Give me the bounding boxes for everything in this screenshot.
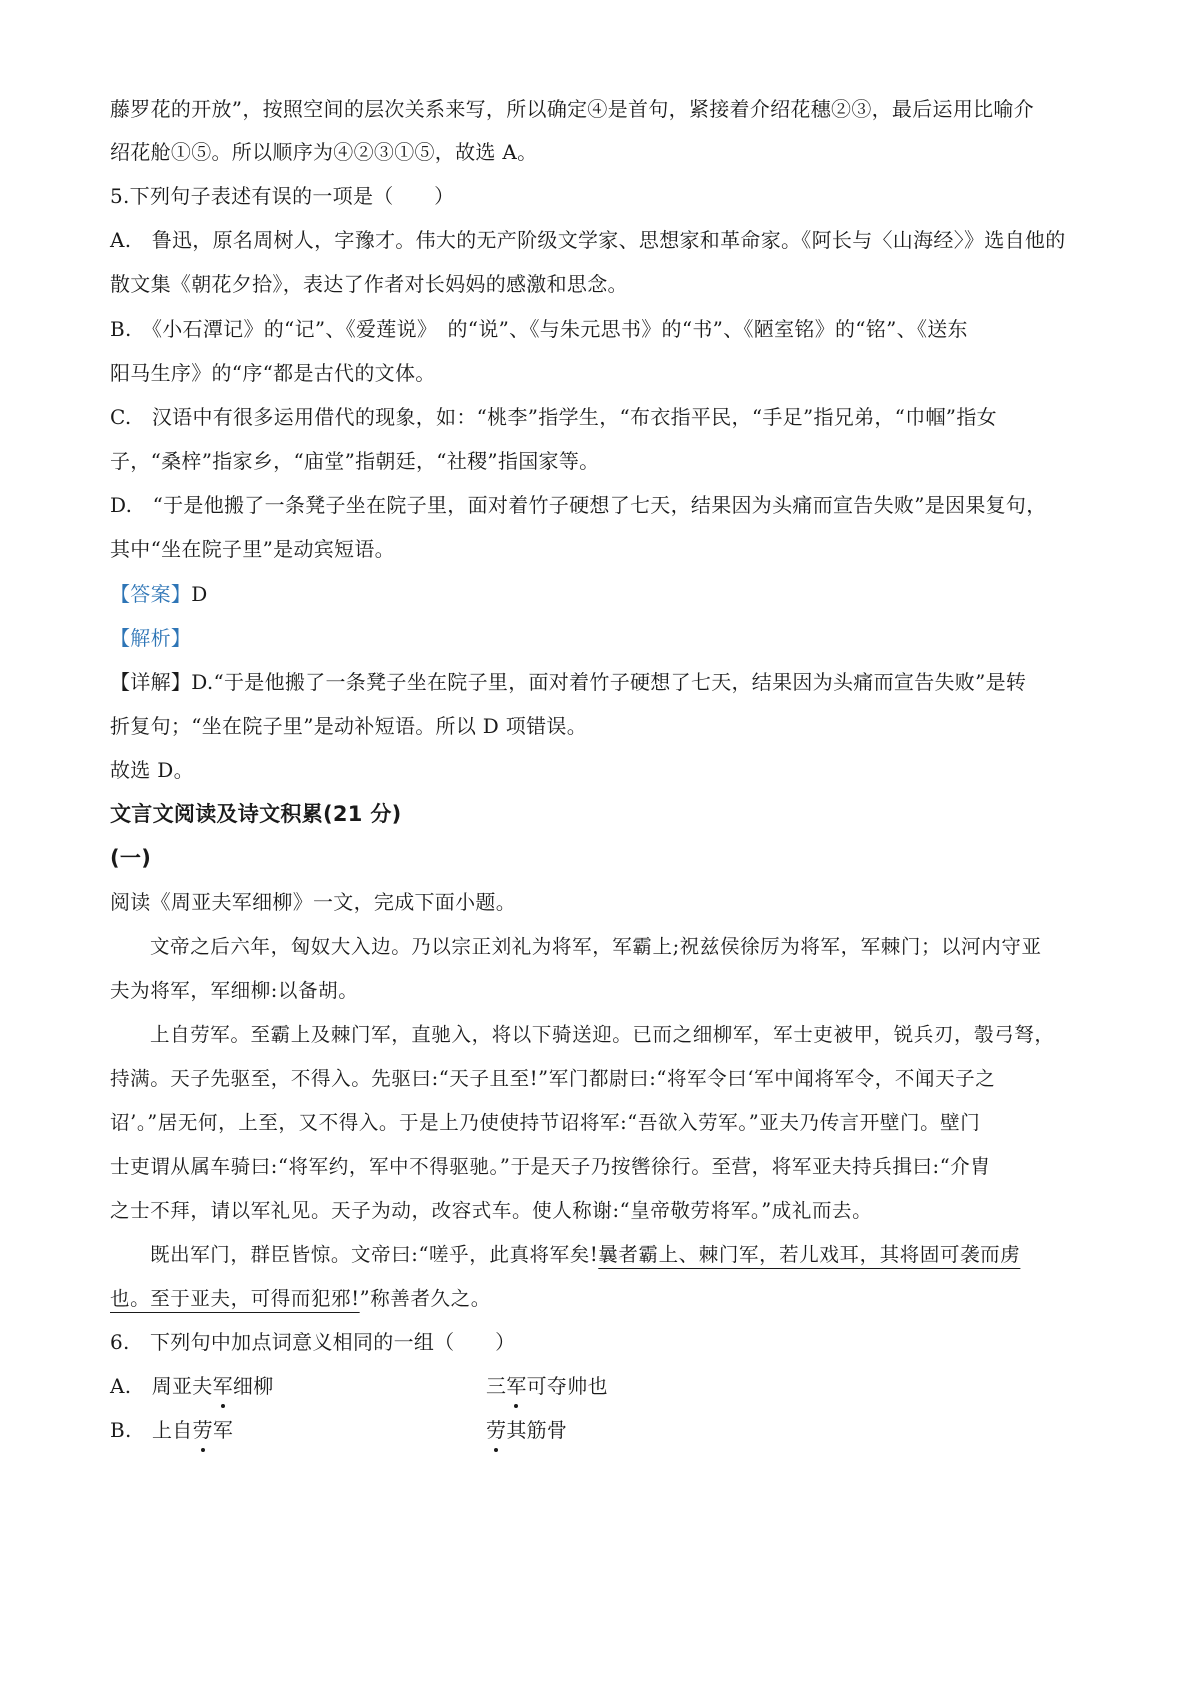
text: 可夺帅也 <box>526 1374 608 1398</box>
passage-line: 之士不拜，请以军礼见。天子为动，改容式车。使人称谢:“皇帝敬劳将军。”成礼而去。 <box>110 1199 873 1222</box>
option-d-line2: 其中“坐在院子里”是动宾短语。 <box>110 537 395 561</box>
option-b-left <box>110 1418 233 1442</box>
passage-line: 诏’。”居无何，上至，又不得入。于是上乃使使持节诏将军:“吾欲入劳军。”亚夫乃传言开壁门。壁门 <box>110 1111 981 1134</box>
reading-instruction: 阅读《周亚夫军细柳》一文，完成下面小题。 <box>110 890 516 914</box>
text: 军 <box>212 1418 234 1442</box>
passage-line: 士吏谓从属车骑曰:“将军约，军中不得驱驰。”于是天子乃按辔徐行。至营，将军亚夫持兵揖曰:“介胄 <box>110 1155 991 1178</box>
option-a-row <box>110 1363 1102 1410</box>
option-a-left <box>110 1374 274 1398</box>
answer-value: D <box>191 582 208 606</box>
answer-line <box>110 571 1102 618</box>
option-c-line2: 子，“桑梓”指家乡，“庙堂”指朝廷，“社稷”指国家等。 <box>110 449 600 473</box>
text: B. 上自 <box>110 1418 193 1442</box>
conclusion-line: 故选 D。 <box>110 758 194 782</box>
detail-line1: 【详解】D.“于是他搬了一条凳子坐在院子里，面对着竹子硬想了七天，结果因为头痛而宣告失败”是转 <box>110 670 1027 694</box>
dotted-char: 劳 <box>486 1407 506 1454</box>
passage-line: 夫为将军，军细柳:以备胡。 <box>110 979 359 1002</box>
question-5-stem: 5.下列句子表述有误的一项是（ ） <box>110 184 455 208</box>
question-6-stem: 6. 下列句中加点词意义相同的一组（ ） <box>110 1330 516 1354</box>
passage-line: 持满。天子先驱至，不得入。先驱曰:“天子且至!”军门都尉曰:“将军令曰‘军中闻将军令，不闻天子之 <box>110 1067 996 1090</box>
option-d-line1: D. “于是他搬了一条凳子坐在院子里，面对着竹子硬想了七天，结果因为头痛而宣告失败”是因果复句， <box>110 493 1047 517</box>
passage-text: 既出军门，群臣皆惊。文帝曰:“嗟乎，此真将军矣! <box>150 1243 599 1266</box>
sub-title: (一) <box>110 846 152 870</box>
option-b-line1: B. 《小石潭记》的“记”、《爱莲说》 的“说”、《与朱元思书》的“书”、《陋室铭》的“铭”、《送东 <box>110 317 968 341</box>
underlined-sentence: 也。至于亚夫，可得而犯邪! <box>110 1287 360 1310</box>
paragraph-line: 绍花舱①⑤。所以顺序为④②③①⑤，故选 A。 <box>110 140 538 164</box>
text: 细柳 <box>232 1374 274 1398</box>
passage-line <box>150 1231 1102 1278</box>
passage-line: 文帝之后六年，匈奴大入边。乃以宗正刘礼为将军，军霸上;祝兹侯徐厉为将军，军棘门；以河内守亚 <box>150 935 1042 958</box>
dotted-char: 军 <box>506 1363 526 1410</box>
option-b-right <box>486 1407 567 1454</box>
analysis-label: 【解析】 <box>110 626 192 650</box>
text: 三 <box>486 1374 507 1398</box>
passage-line: 上自劳军。至霸上及棘门军，直驰入，将以下骑送迎。已而之细柳军，军士吏被甲，锐兵刃，彀弓弩， <box>150 1023 1055 1046</box>
text: 其筋骨 <box>506 1418 568 1442</box>
option-a-right <box>486 1363 608 1410</box>
dotted-char: 劳 <box>193 1407 213 1454</box>
dotted-char: 军 <box>213 1363 233 1410</box>
text: A. 周亚夫 <box>110 1374 213 1398</box>
section-title: 文言文阅读及诗文积累(21 分) <box>110 802 402 826</box>
detail-line2: 折复句；“坐在院子里”是动补短语。所以 D 项错误。 <box>110 714 587 738</box>
passage-line <box>110 1275 1102 1322</box>
option-a-line2: 散文集《朝花夕拾》，表达了作者对长妈妈的感激和思念。 <box>110 272 628 296</box>
option-b-line2: 阳马生序》的“序“都是古代的文体。 <box>110 361 436 385</box>
option-a-line1: A. 鲁迅，原名周树人，字豫才。伟大的无产阶级文学家、思想家和革命家。《阿长与〈山海经〉》选自他的 <box>110 228 1066 252</box>
underlined-sentence: 曩者霸上、棘门军，若儿戏耳，其将固可袭而虏 <box>598 1243 1021 1266</box>
option-b-row <box>110 1407 1102 1454</box>
option-c-line1: C. 汉语中有很多运用借代的现象，如：“桃李”指学生，“布衣指平民，“手足”指兄弟，“巾帼”指女 <box>110 405 997 429</box>
answer-label: 【答案】 <box>110 582 192 606</box>
paragraph-line: 藤罗花的开放”，按照空间的层次关系来写，所以确定④是首句，紧接着介绍花穗②③，最后运用比喻介 <box>110 97 1035 121</box>
passage-text: ”称善者久之。 <box>359 1287 491 1310</box>
